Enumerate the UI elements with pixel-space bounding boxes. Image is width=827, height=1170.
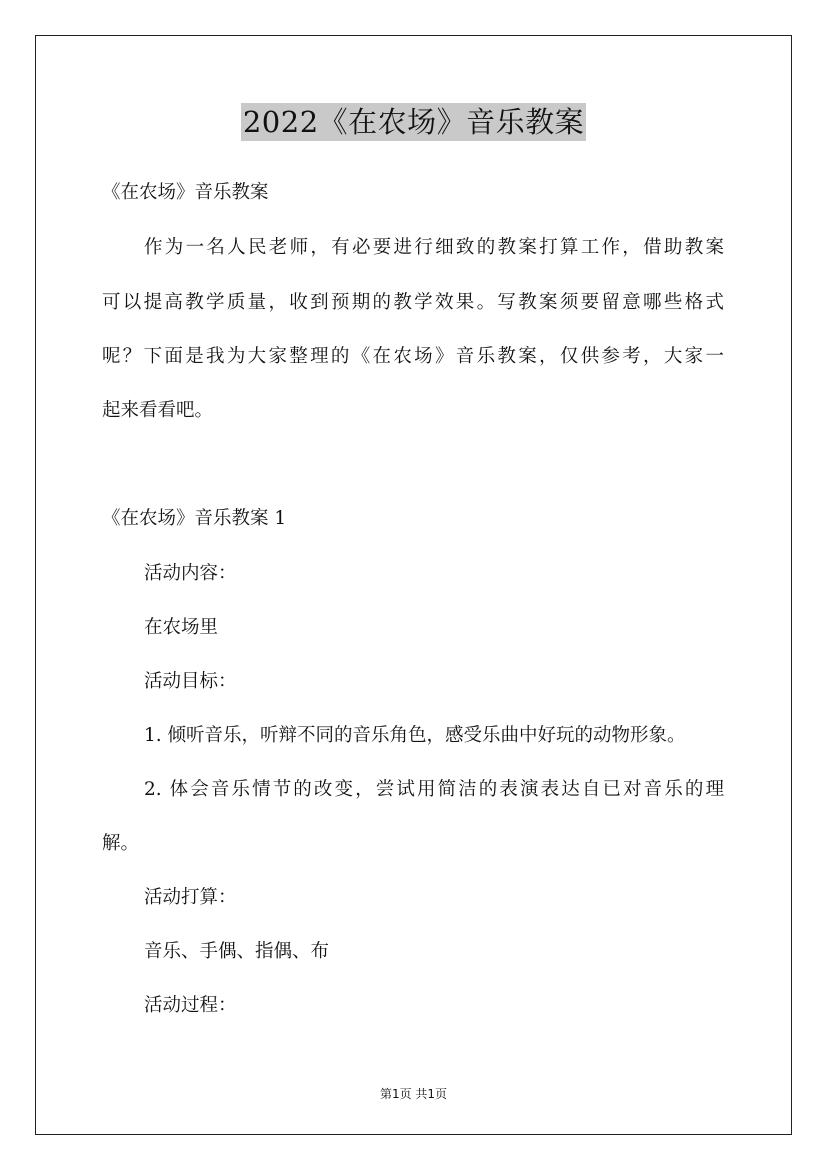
goal-2-line-2: 解。 <box>102 833 140 854</box>
activity-content: 在农场里 <box>144 617 219 638</box>
document-title: 2022《在农场》音乐教案 <box>242 105 585 139</box>
activity-content-label: 活动内容： <box>144 563 237 584</box>
process-label: 活动过程： <box>144 995 237 1016</box>
goal-1: 1. 倾听音乐，听辩不同的音乐角色，感受乐曲中好玩的动物形象。 <box>144 725 686 746</box>
intro-line-1: 作为一名人民老师，有必要进行细致的教案打算工作，借助教案 <box>144 237 724 258</box>
intro-line-2: 可以提高教学质量，收到预期的教学效果。写教案须要留意哪些格式 <box>102 292 724 313</box>
preparation-label: 活动打算： <box>144 887 237 908</box>
intro-line-4: 起来看看吧。 <box>102 400 214 421</box>
title-container <box>0 103 827 141</box>
document-subtitle: 《在农场》音乐教案 <box>102 182 269 203</box>
intro-line-3: 呢？下面是我为大家整理的《在农场》音乐教案，仅供参考，大家一 <box>102 346 724 367</box>
goal-2-line-1: 2. 体会音乐情节的改变，尝试用简洁的表演表达自已对音乐的理 <box>144 779 724 800</box>
section-heading: 《在农场》音乐教案 1 <box>102 508 287 529</box>
activity-goals-label: 活动目标： <box>144 671 237 692</box>
page-indicator: 第1页 共1页 <box>379 1087 448 1101</box>
preparation-materials: 音乐、手偶、指偶、布 <box>144 941 330 962</box>
